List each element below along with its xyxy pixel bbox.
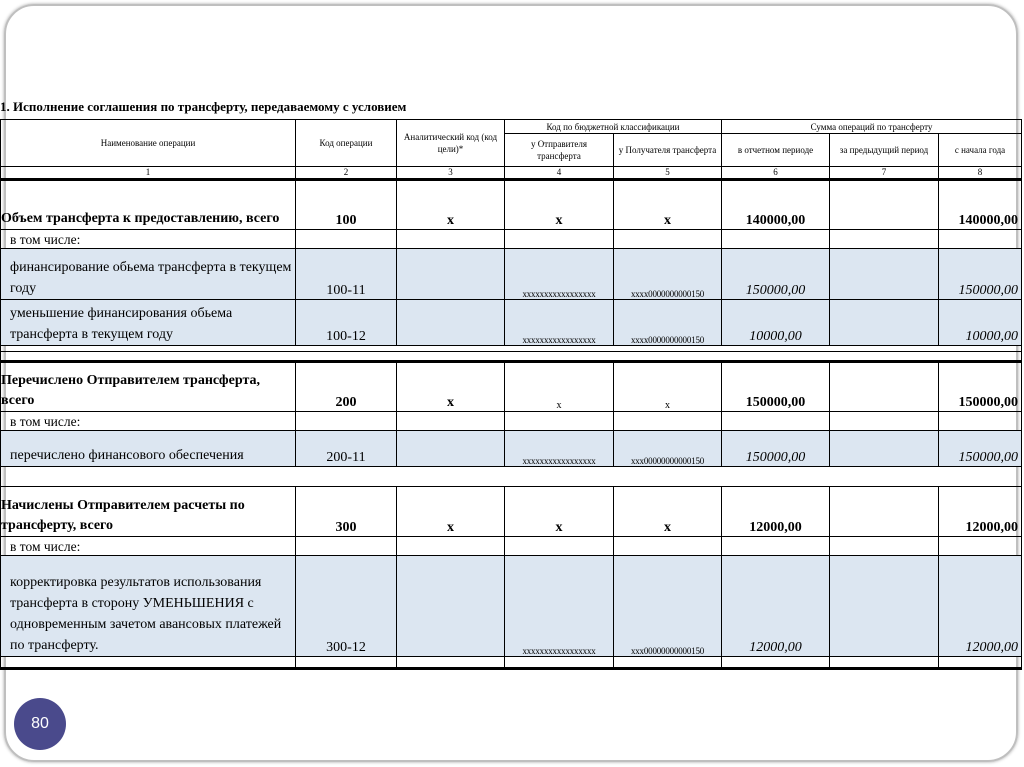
row-receiver-code: х (614, 487, 722, 537)
row-prev (830, 487, 939, 537)
col-num: 3 (397, 167, 505, 180)
row-name: финансирование обьема трансферта в текущем году (1, 249, 296, 300)
col-num: 1 (1, 167, 296, 180)
header-sender: у Отправителя трансферта (505, 134, 614, 167)
row-code: 200-11 (296, 431, 397, 467)
col-num: 4 (505, 167, 614, 180)
row-name: Перечислено Отправителем трансферта, всего (1, 362, 296, 412)
row-sender-code: xxxxxxxxxxxxxxxxx (505, 300, 614, 346)
section-heading: 1. Исполнение соглашения по трансферту, передаваемому с условием (0, 99, 407, 114)
row-year: 12000,00 (939, 487, 1022, 537)
row-code: 100-11 (296, 249, 397, 300)
row-receiver-code: xxx00000000000150 (614, 556, 722, 657)
header-budget-class: Код по бюджетной классификации (505, 120, 722, 134)
row-current: 150000,00 (722, 431, 830, 467)
transfer-table (0, 119, 1022, 670)
col-num: 5 (614, 167, 722, 180)
including-label: в том числе: (1, 412, 296, 431)
row-code: 300 (296, 487, 397, 537)
row-analytic (397, 300, 505, 346)
row-analytic: х (397, 180, 505, 230)
row-analytic: х (397, 487, 505, 537)
row-sender-code: xxxxxxxxxxxxxxxxx (505, 431, 614, 467)
header-analytic-code: Аналитический код (код цели)* (397, 120, 505, 167)
row-prev (830, 362, 939, 412)
row-sender-code: xxxxxxxxxxxxxxxxx (505, 556, 614, 657)
row-receiver-code: х (614, 180, 722, 230)
col-num: 7 (830, 167, 939, 180)
row-receiver-code: х (614, 362, 722, 412)
row-receiver-code: xxx00000000000150 (614, 431, 722, 467)
row-year: 150000,00 (939, 431, 1022, 467)
row-year: 10000,00 (939, 300, 1022, 346)
row-year: 12000,00 (939, 556, 1022, 657)
col-num: 8 (939, 167, 1022, 180)
row-name: корректировка результатов использования трансферта в сторону УМЕНЬШЕНИЯ с одновременным зачетом авансовых платежей по трансферту. (1, 556, 296, 657)
row-code: 100 (296, 180, 397, 230)
row-sender-code: х (505, 180, 614, 230)
col-num: 2 (296, 167, 397, 180)
row-current: 12000,00 (722, 556, 830, 657)
row-analytic: х (397, 362, 505, 412)
row-year: 140000,00 (939, 180, 1022, 230)
row-analytic (397, 249, 505, 300)
header-sum-ops: Сумма операций по трансферту (722, 120, 1022, 134)
row-prev (830, 431, 939, 467)
row-receiver-code: xxxx0000000000150 (614, 300, 722, 346)
header-prev-period: за предыдущий период (830, 134, 939, 167)
row-receiver-code: xxxx0000000000150 (614, 249, 722, 300)
including-label: в том числе: (1, 537, 296, 556)
row-prev (830, 300, 939, 346)
row-sender-code: х (505, 362, 614, 412)
header-since-year: с начала года (939, 134, 1022, 167)
row-current: 140000,00 (722, 180, 830, 230)
header-current-period: в отчетном периоде (722, 134, 830, 167)
row-sender-code: х (505, 487, 614, 537)
row-prev (830, 556, 939, 657)
row-name: Начислены Отправителем расчеты по трансферту, всего (1, 487, 296, 537)
row-prev (830, 249, 939, 300)
row-name: перечислено финансового обеспечения (1, 431, 296, 467)
row-current: 10000,00 (722, 300, 830, 346)
header-op-name: Наименование операции (1, 120, 296, 167)
header-receiver: у Получателя трансферта (614, 134, 722, 167)
page-number-badge: 80 (14, 698, 66, 750)
row-current: 150000,00 (722, 362, 830, 412)
row-sender-code: xxxxxxxxxxxxxxxxx (505, 249, 614, 300)
row-year: 150000,00 (939, 362, 1022, 412)
row-name: Объем трансферта к предоставлению, всего (1, 180, 296, 230)
row-current: 12000,00 (722, 487, 830, 537)
row-code: 200 (296, 362, 397, 412)
row-code: 100-12 (296, 300, 397, 346)
col-num: 6 (722, 167, 830, 180)
including-label: в том числе: (1, 230, 296, 249)
row-code: 300-12 (296, 556, 397, 657)
row-analytic (397, 556, 505, 657)
row-prev (830, 180, 939, 230)
header-op-code: Код операции (296, 120, 397, 167)
row-analytic (397, 431, 505, 467)
row-name: уменьшение финансирования обьема трансферта в текущем году (1, 300, 296, 346)
row-year: 150000,00 (939, 249, 1022, 300)
row-current: 150000,00 (722, 249, 830, 300)
